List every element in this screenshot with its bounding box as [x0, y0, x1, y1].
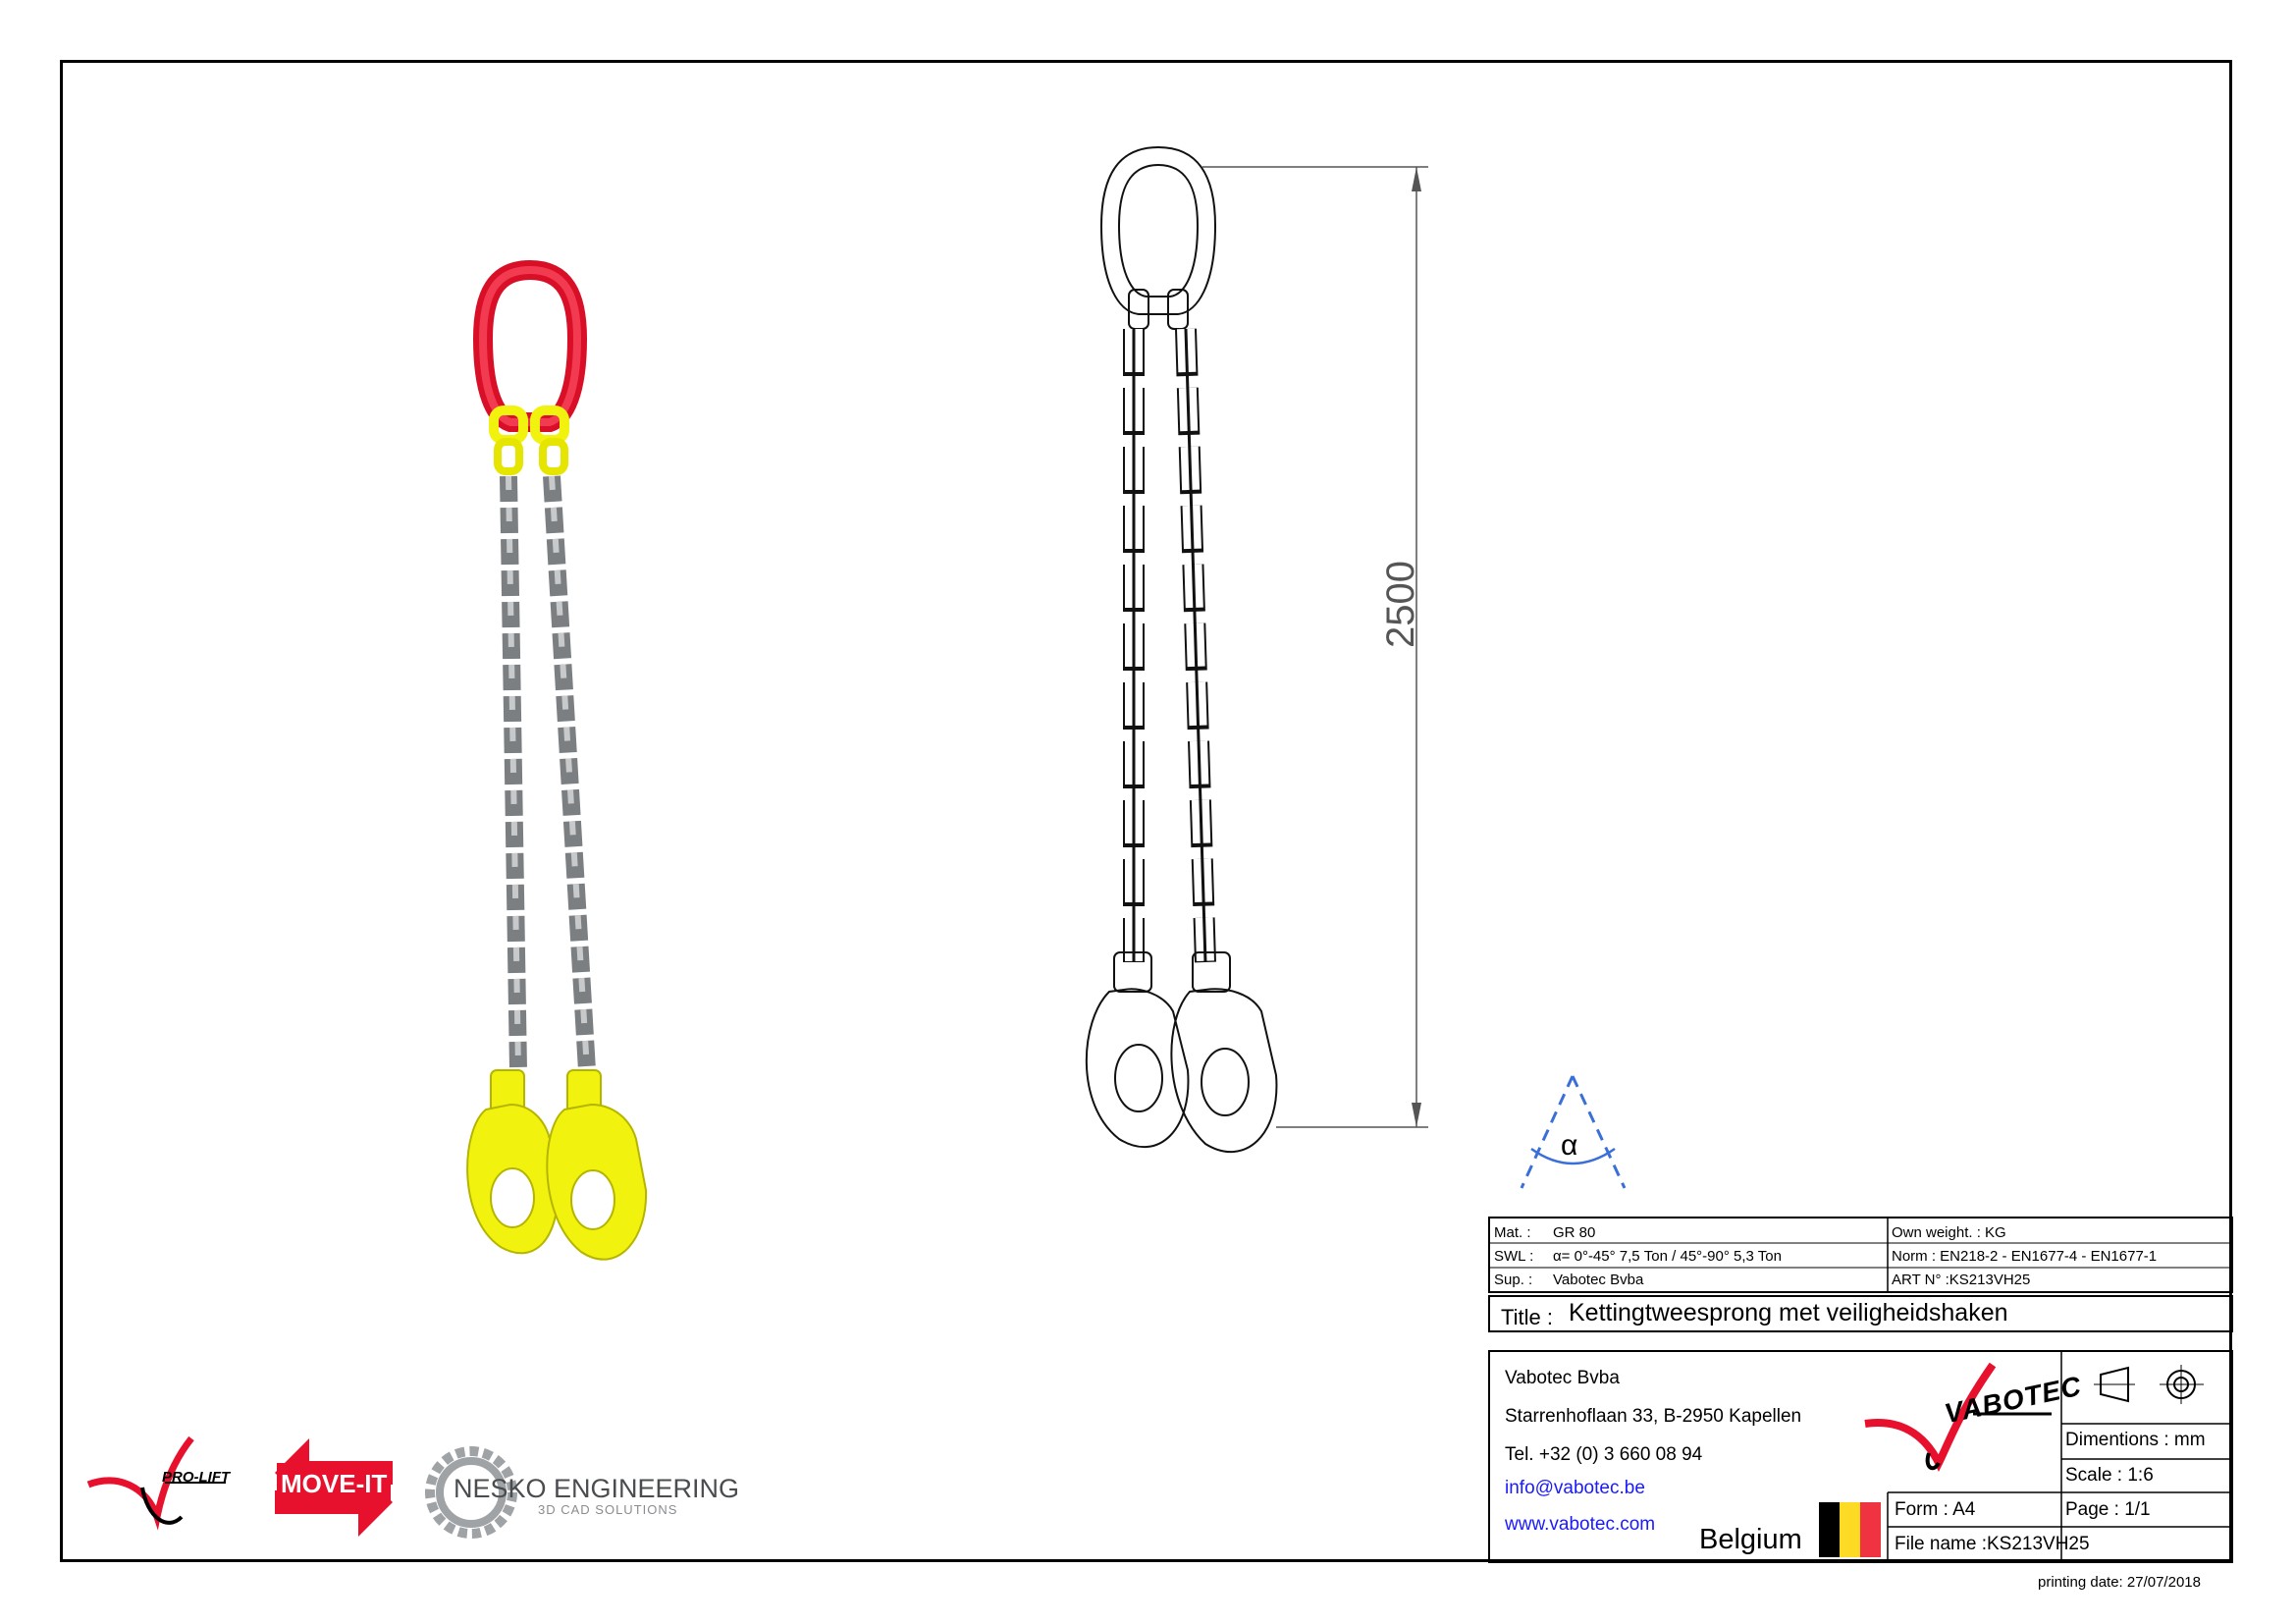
company-web-link[interactable]: www.vabotec.com	[1505, 1514, 1656, 1535]
dimension-value-text: 2500	[1379, 561, 1422, 648]
sup-value: Vabotec Bvba	[1553, 1272, 1644, 1288]
company-name: Vabotec Bvba	[1505, 1368, 1620, 1388]
swl-label: SWL :	[1494, 1248, 1534, 1265]
mat-value: GR 80	[1553, 1224, 1596, 1241]
company-address: Starrenhoflaan 33, B-2950 Kapellen	[1505, 1406, 1802, 1427]
country-label: Belgium	[1699, 1524, 1802, 1555]
swl-value: α= 0°-45° 7,5 Ton / 45°-90° 5,3 Ton	[1553, 1248, 1782, 1265]
norm: Norm : EN218-2 - EN1677-4 - EN1677-1	[1892, 1248, 2158, 1265]
safety-hook-right-yellow	[547, 1070, 646, 1260]
mat-label: Mat. :	[1494, 1224, 1531, 1241]
nesko-logo-subtitle: 3D CAD SOLUTIONS	[538, 1502, 678, 1517]
company-tel: Tel. +32 (0) 3 660 08 94	[1505, 1444, 1703, 1465]
lineart-chain-sling	[1087, 147, 1277, 1152]
lineart-hook-left	[1087, 952, 1189, 1147]
form-size: Form : A4	[1895, 1499, 1976, 1520]
scale: Scale : 1:6	[2065, 1465, 2154, 1486]
art-number: ART N° :KS213VH25	[1892, 1272, 2031, 1288]
vabotec-logo-text: VABOTEC	[1942, 1370, 2085, 1430]
title-label: Title :	[1501, 1305, 1553, 1329]
projection-symbol-icon	[2094, 1365, 2204, 1404]
dimensions-unit: Dimentions : mm	[2065, 1430, 2206, 1450]
file-name: File name :KS213VH25	[1895, 1534, 2090, 1554]
master-link-red	[483, 270, 577, 422]
chain-leg-right	[552, 476, 587, 1070]
alpha-label: α	[1561, 1129, 1578, 1162]
belgium-flag-icon	[1819, 1502, 1881, 1557]
chain-leg-left	[508, 476, 518, 1070]
moveit-logo-text: MOVE-IT	[281, 1469, 388, 1498]
colored-chain-sling	[467, 270, 646, 1260]
lineart-chain-right	[1186, 329, 1205, 962]
company-email-link[interactable]: info@vabotec.be	[1505, 1478, 1645, 1498]
nesko-logo-title: NESKO ENGINEERING	[454, 1474, 740, 1503]
drawing-title: Kettingtweesprong met veiligheidshaken	[1569, 1299, 2008, 1326]
printing-date: printing date: 27/07/2018	[2038, 1574, 2201, 1591]
page-number: Page : 1/1	[2065, 1499, 2151, 1520]
sup-label: Sup. :	[1494, 1272, 1533, 1288]
prolift-logo-text: PRO-LIFT	[162, 1469, 231, 1486]
safety-hook-left-yellow	[467, 1070, 558, 1253]
lineart-hook-right	[1171, 952, 1276, 1152]
own-weight: Own weight. : KG	[1892, 1224, 2006, 1241]
